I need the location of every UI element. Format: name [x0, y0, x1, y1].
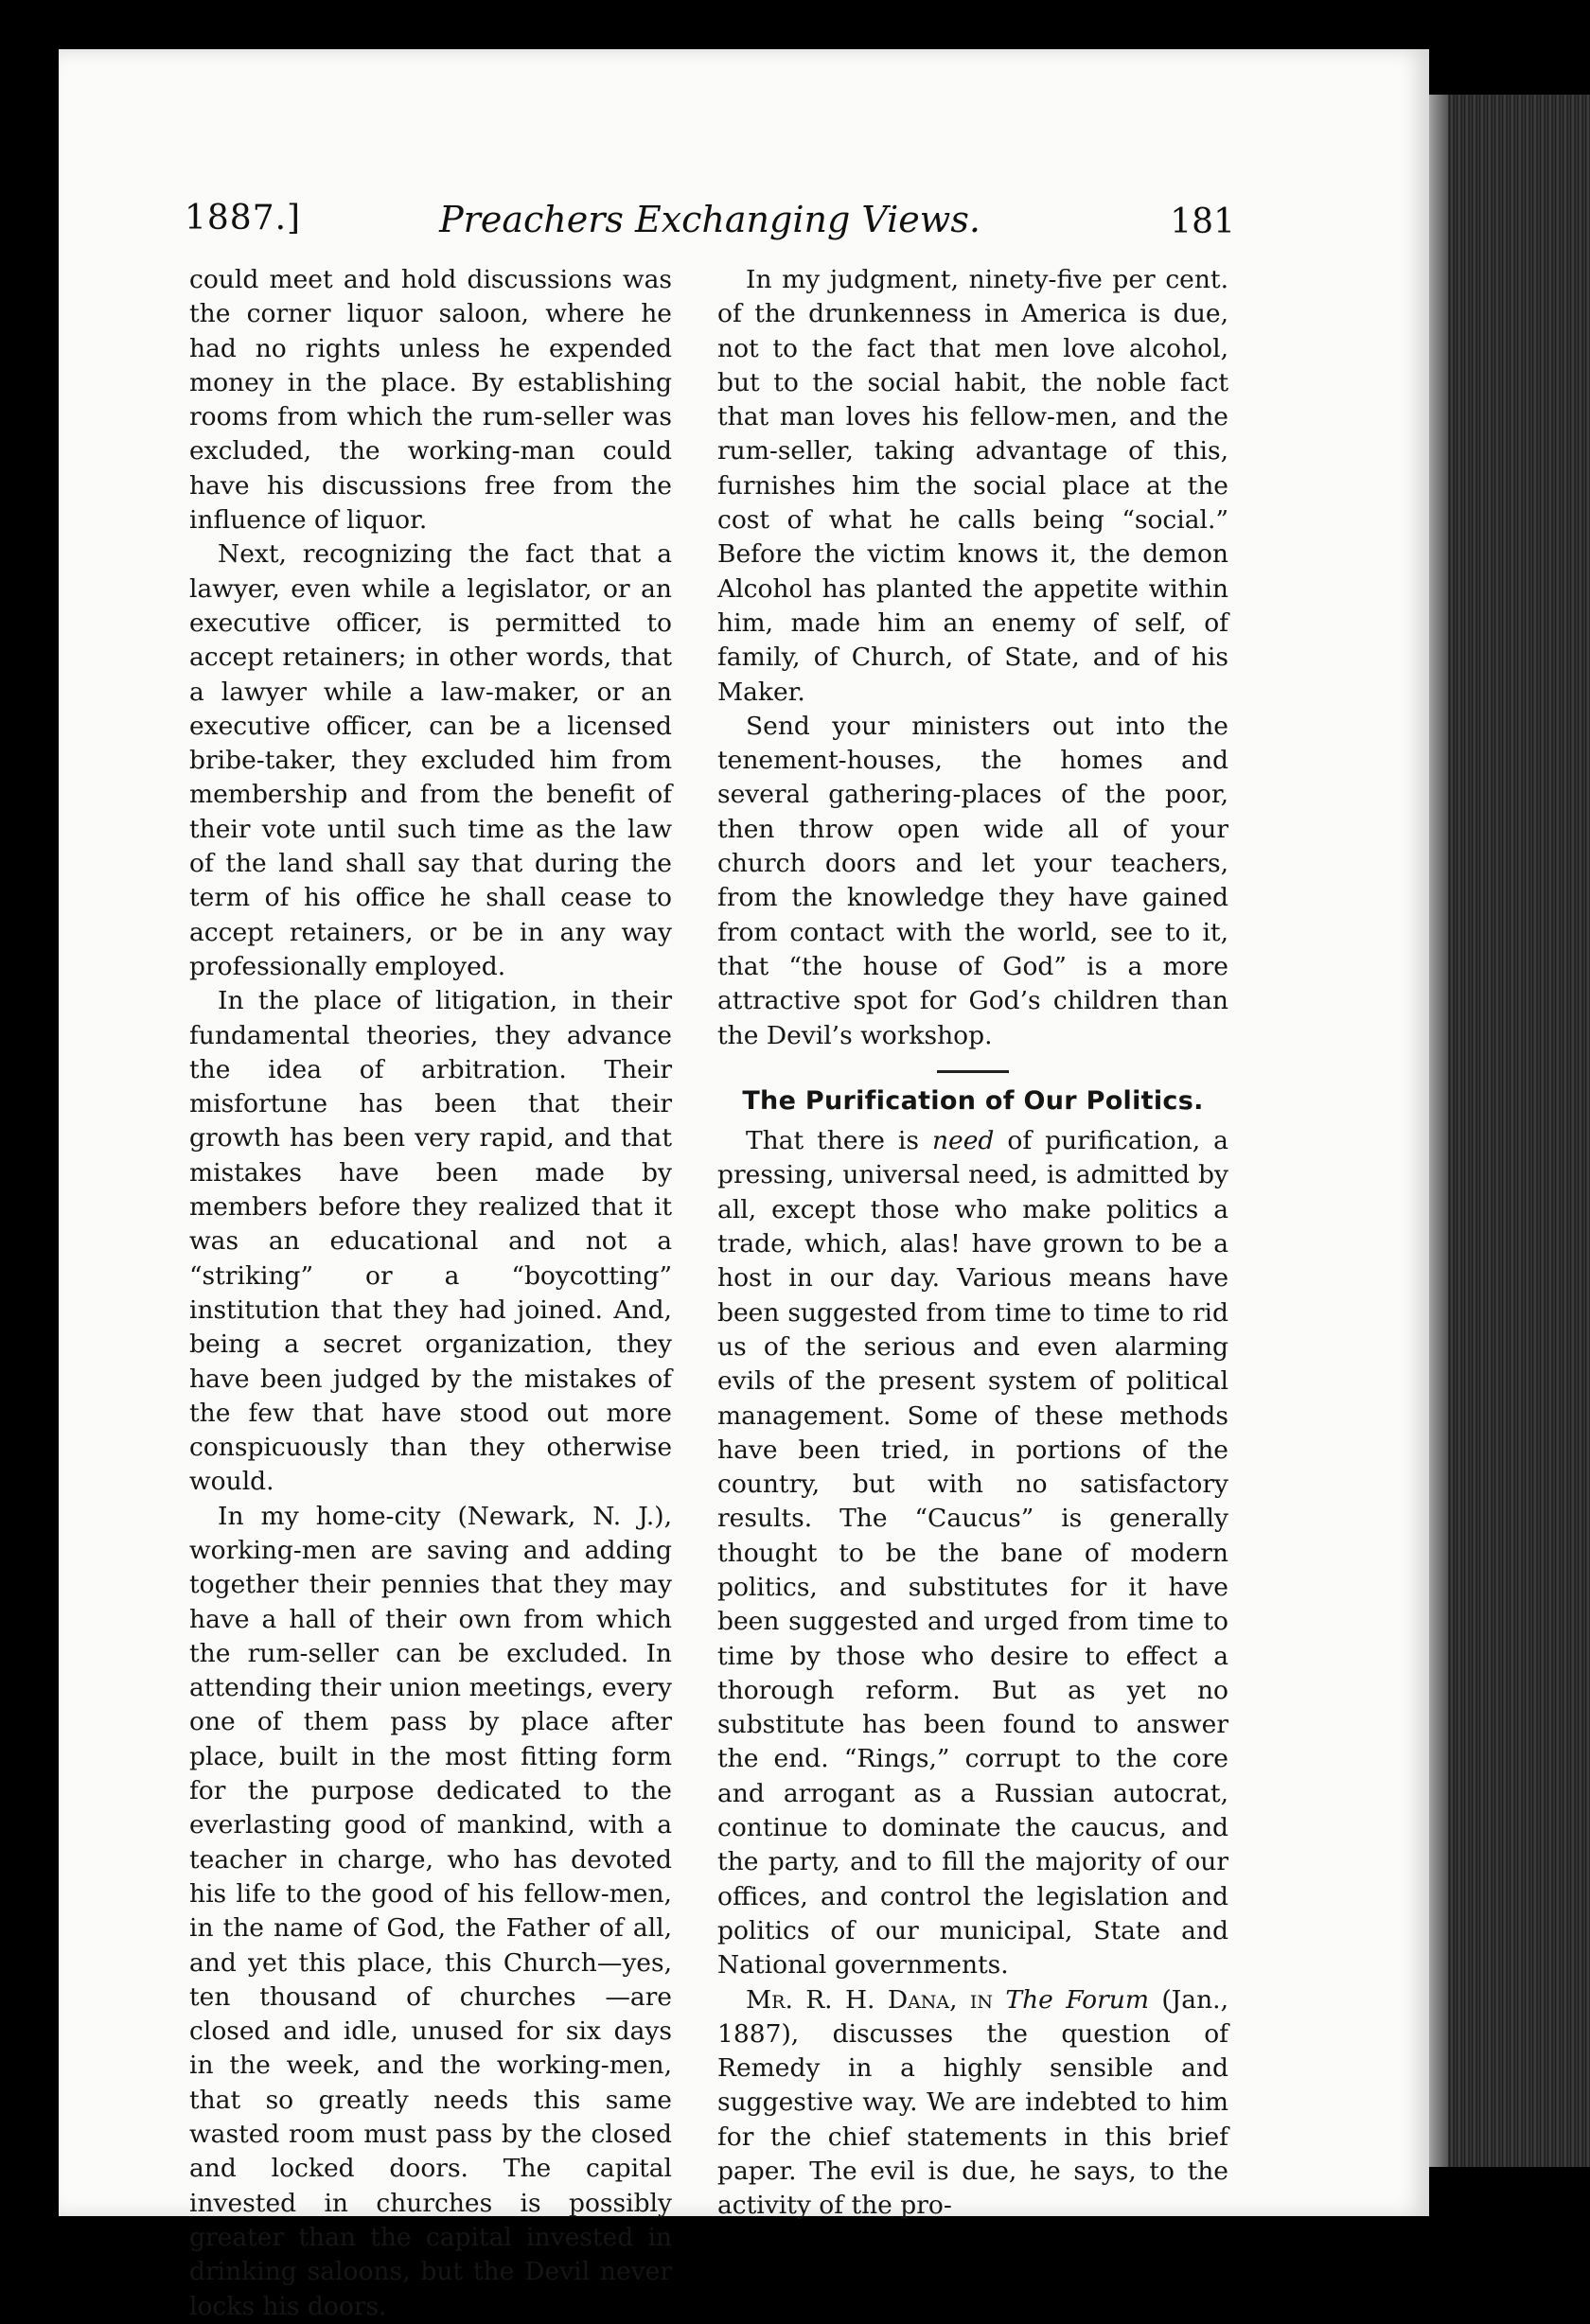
right-paragraph-2: Send your ministers out into the tenement-houses, the homes and several gathering-places of the poor, then throw open wide all of your church doors and let your teachers, from the knowledge they have gained from contact with the world, see to it, that “the house of God” is a more attractive spot for God’s children than the Devil’s workshop. — [717, 711, 1228, 1050]
header-title: Preachers Exchanging Views. — [439, 199, 980, 240]
right-paragraph-1: In my judgment, ninety-five per cent. of the drunkenness in America is due, not to the fact that men love alcohol, but to the social habit, the noble fact that man loves his fellow-men, and the rum-seller, taking advantage of this, furnishes him the social place at the cost of what he calls being “social.” Before the victim knows it, the demon Alcohol has planted the appetite within him, made him an enemy of self, of family, of Church, of State, and of his Maker. — [717, 265, 1228, 707]
page-number: 181 — [1170, 202, 1235, 241]
header-year: 1887.] — [185, 199, 302, 238]
right-column — [717, 263, 1228, 2224]
left-paragraph-4: In my home-city (Newark, N. J.), working-men are saving and adding together their pennies that they may have a hall of their own from which the rum-seller can be excluded. In attending their union meetings, every one of them pass by place after place, built in the most fitting form for the purpose dedicated to the everlasting good of mankind, with a teacher in charge, who has devoted his life to the good of his fellow-men, in the name of God, the Father of all, and yet this place, this Church—yes, ten thousand of churches —are closed and idle, unused for six days in the week, and the working-men, that so greatly needs this same wasted room must pass by the closed and locked doors. The capital invested in churches is possibly greater than the capital invested in drinking saloons, but the Devil never locks his doors. — [189, 1501, 672, 2321]
right-paragraph-4: Mr. R. H. Dana, in The Forum (Jan., 1887), discusses the question of Remedy in a highly sensible and suggestive way. We are indebted to him for the chief statements in this brief paper. The evil is due, he says, to the activity of the pro- — [717, 1984, 1228, 2221]
left-paragraph-1: could meet and hold discussions was the corner liquor saloon, where he had no rights unless he expended money in the place. By establishing rooms from which the rum-seller was excluded, the working-man could have his discussions free from the influence of liquor. — [189, 265, 672, 536]
left-paragraph-3: In the place of litigation, in their fundamental theories, they advance the idea of arbitration. Their misfortune has been that their growth has been very rapid, and that mistakes have been made by members before they realized that it was an educational and not a “striking” or a “boycotting” institution that they had joined. And, being a secret organization, they have been judged by the mistakes of the few that have stood out more conspicuously than they otherwise would. — [189, 986, 672, 1497]
book-page-edges — [1420, 95, 1590, 2167]
section-heading: The Purification of Our Politics. — [742, 1085, 1204, 1116]
running-header — [185, 199, 1235, 246]
left-column — [189, 263, 672, 2324]
left-paragraph-2: Next, recognizing the fact that a lawyer, even while a legislator, or an executive officer, is permitted to accept retainers; in other words, that a lawyer while a law-maker, or an executive officer, can be a licensed bribe-taker, they excluded him from membership and from the benefit of their vote until such time as the law of the land shall say that during the term of his office he shall cease to accept retainers, or be in any way professionally employed. — [189, 539, 672, 981]
section-divider — [937, 1070, 1009, 1073]
right-paragraph-3: That there is need of purification, a pressing, universal need, is admitted by all, except those who make politics a trade, which, alas! have grown to be a host in our day. Various means have been suggested from time to time to rid us of the serious and even alarming evils of the present system of political management. Some of these methods have been tried, in portions of the country, but with no satisfactory results. The “Caucus” is generally thought to be the bane of modern politics, and substitutes for it have been suggested and urged from time to time by those who desire to effect a thorough reform. But as yet no substitute has been found to answer the end. “Rings,” corrupt to the core and arrogant as a Russian autocrat, continue to dominate the caucus, and the party, and to fill the majority of our offices, and control the legislation and politics of our municipal, State and National governments. — [717, 1126, 1228, 1981]
